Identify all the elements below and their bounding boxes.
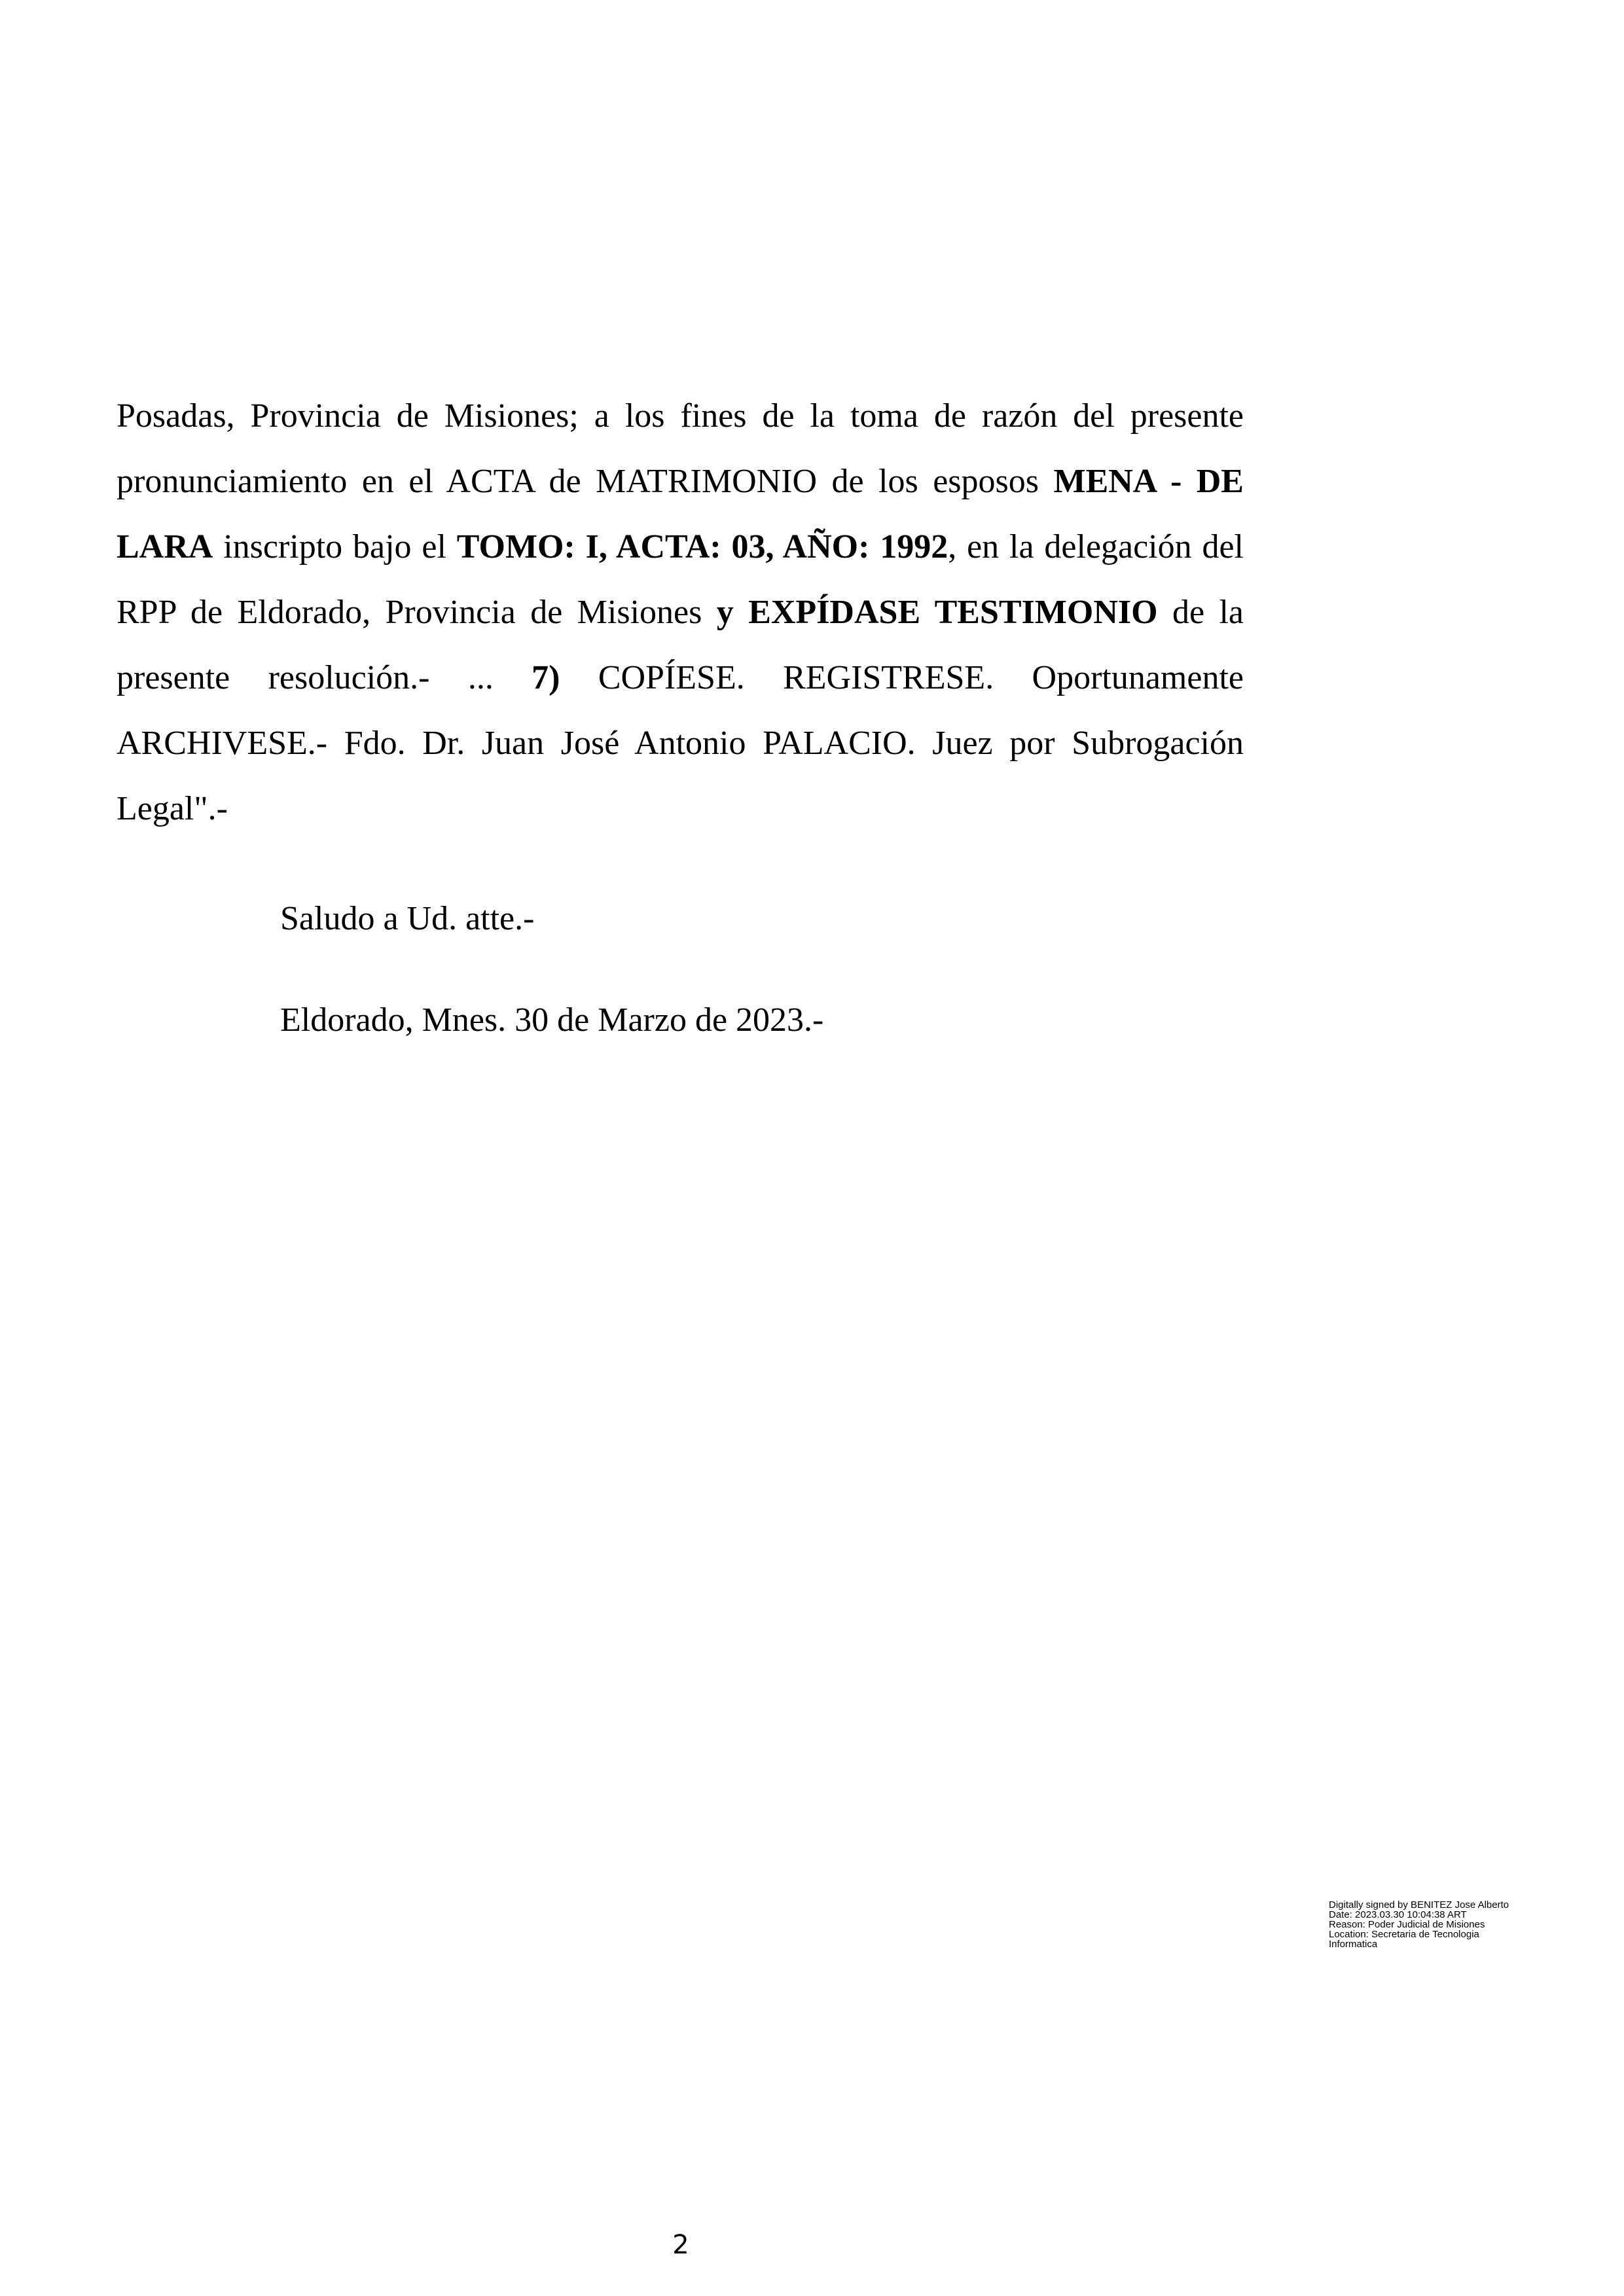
paragraph-text: de la presente resolución.- ... [117, 594, 1244, 696]
registry-reference: TOMO: I, ACTA: 03, AÑO: 1992 [456, 528, 948, 565]
signature-location: Location: Secretaria de Tecnologia [1329, 1929, 1479, 1940]
paragraph-text: Posadas, Provincia de Misiones; a los fines de la toma de razón del presente pronunciamiento en el ACTA de MATRIMONIO de los esposos [117, 397, 1244, 500]
page-number: 2 [672, 2230, 689, 2260]
signature-reason: Reason: Poder Judicial de Misiones [1329, 1919, 1485, 1930]
testimony-order: y EXPÍDASE TESTIMONIO [716, 594, 1158, 631]
paragraph-text: inscripto bajo el [213, 528, 457, 565]
signature-date: Date: 2023.03.30 10:04:38 ART [1329, 1909, 1467, 1920]
item-number: 7) [532, 659, 560, 696]
digital-signature-stamp [1329, 1900, 1545, 1949]
body-paragraph [117, 384, 1244, 842]
paragraph-text: COPÍESE. REGISTRESE. Oportunamente ARCHIVESE.- Fdo. Dr. Juan José Antonio PALACIO. Juez por Subrogación Legal".- [117, 659, 1244, 827]
signature-signer: Digitally signed by BENITEZ Jose Alberto [1329, 1899, 1509, 1910]
closing-greeting: Saludo a Ud. atte.- [280, 900, 535, 937]
paragraph-text: , en la delegación del RPP de Eldorado, Provincia de Misiones [117, 528, 1244, 631]
spouses-names: MENA - DE LARA [117, 463, 1244, 565]
place-and-date: Eldorado, Mnes. 30 de Marzo de 2023.- [280, 1001, 824, 1039]
signature-location-cont: Informatica [1329, 1939, 1378, 1950]
